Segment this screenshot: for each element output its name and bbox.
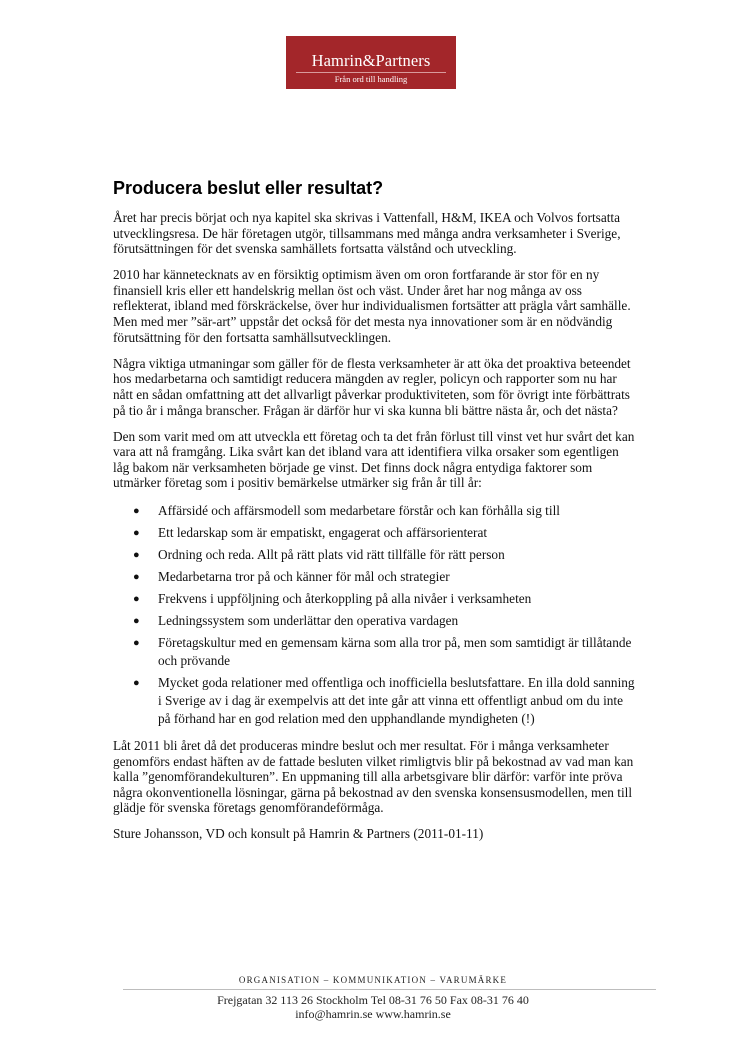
footer-divider xyxy=(123,989,656,990)
footer-contact: info@hamrin.se www.hamrin.se xyxy=(295,1007,451,1021)
bullet-icon: ● xyxy=(133,592,140,605)
company-logo xyxy=(286,36,456,89)
paragraph: Några viktiga utmaningar som gäller för de flesta verksamheter är att öka det proaktiva beteendet hos medarbetarna och samtidigt reducera mängden av regler, policyn och rapporter som nu har nått en sådan omfattning att det allvarligt påverkar produktiviteten, som för övrigt inte förbättrats på tio år i många branscher. Frågan är därför hur vi ska kunna bli bättre nästa år, och det nästa? xyxy=(113,355,631,418)
list-item: ● Affärsidé och affärsmodell som medarbetare förstår och kan förhålla sig till xyxy=(133,502,560,518)
list-item: ● Frekvens i uppföljning och återkoppling på alla nivåer i verksamheten xyxy=(133,590,532,606)
paragraph: Året har precis börjat och nya kapitel ska skrivas i Vattenfall, H&M, IKEA och Volvos fortsatta utvecklingsresa. De här företagen utgör, tillsammans med många andra verksamheter i Sverige, förutsättningen för det svenska samhällets fortsatta välstånd och utveckling. xyxy=(113,210,621,257)
footer-slogan: ORGANISATION – KOMMUNIKATION – VARUMÄRKE xyxy=(238,975,508,985)
article-body xyxy=(113,210,636,853)
list-item: ● Medarbetarna tror på och känner för mål och strategier xyxy=(133,568,450,584)
signature-line: Sture Johansson, VD och konsult på Hamrin & Partners (2011-01-11) xyxy=(113,826,484,842)
list-item: ● Mycket goda relationer med offentliga och inofficiella beslutsfattare. En illa dold sanning i Sverige av i dag är exempelvis att det inte går att vinna ett offentligt anbud om du inte på förhand har en god relation med den upphandlande myndigheten (!) xyxy=(133,674,635,726)
article-title: Producera beslut eller resultat? xyxy=(113,178,384,198)
bullet-icon: ● xyxy=(133,526,140,539)
footer-address-block xyxy=(0,993,746,1021)
bullet-icon: ● xyxy=(133,636,140,649)
list-item: ● Ett ledarskap som är empatiskt, engagerat och affärsorienterat xyxy=(133,524,488,540)
list-item: ● Företagskultur med en gemensam kärna som alla tror på, men som samtidigt är tillåtande och prövande xyxy=(133,634,632,668)
bullet-icon: ● xyxy=(133,570,140,583)
bullet-icon: ● xyxy=(133,614,140,627)
paragraph: Låt 2011 bli året då det produceras mindre beslut och mer resultat. För i många verksamheter genomförs endast häften av de fattade besluten vilket rimligtvis blir på bekostnad av vad man kan kalla ”genomförandekulturen”. En uppmaning till alla arbetsgivare blir därför: varför inte pröva några okonventionella lösningar, gärna på bekostnad av den svenska konsensusmodellen, men till glädje för svenska företags genomförandeförmåga. xyxy=(113,738,634,816)
logo-name: Hamrin&Partners xyxy=(311,51,431,70)
list-item: ● Ledningssystem som underlättar den operativa vardagen xyxy=(133,612,459,628)
footer-address: Frejgatan 32 113 26 Stockholm Tel 08-31 76 50 Fax 08-31 76 40 xyxy=(217,993,529,1007)
paragraph: Den som varit med om att utveckla ett företag och ta det från förlust till vinst vet hur svårt det kan vara att nå framgång. Lika svårt kan det ibland vara att identifiera vilka orsaker som egentligen låg bakom när verksamheten började ge vinst. Det finns dock några entydiga faktorer som utmärker företag som i positiv bemärkelse utmärker sig från år till år: xyxy=(113,428,635,491)
bullet-icon: ● xyxy=(133,504,140,517)
logo-divider xyxy=(296,72,446,73)
paragraph: 2010 har kännetecknats av en försiktig optimism även om oron fortfarande är stor för en ny finansiell kris eller ett handelskrig mellan öst och väst. Under året har nog många av oss reflekterat, ibland med förskräckelse, över hur individualismen fortsätter att prägla vårt samhälle. Men med mer ”sär-art” uppstår det också för det mesta nya innovationer som är en nödvändig förutsättning för den fortsatta samhällsutvecklingen. xyxy=(113,267,631,345)
bullet-icon: ● xyxy=(133,676,140,689)
list-item: ● Ordning och reda. Allt på rätt plats vid rätt tillfälle för rätt person xyxy=(133,546,505,562)
logo-tagline: Från ord till handling xyxy=(334,74,408,84)
bullet-icon: ● xyxy=(133,548,140,561)
success-factors-list xyxy=(113,502,636,728)
